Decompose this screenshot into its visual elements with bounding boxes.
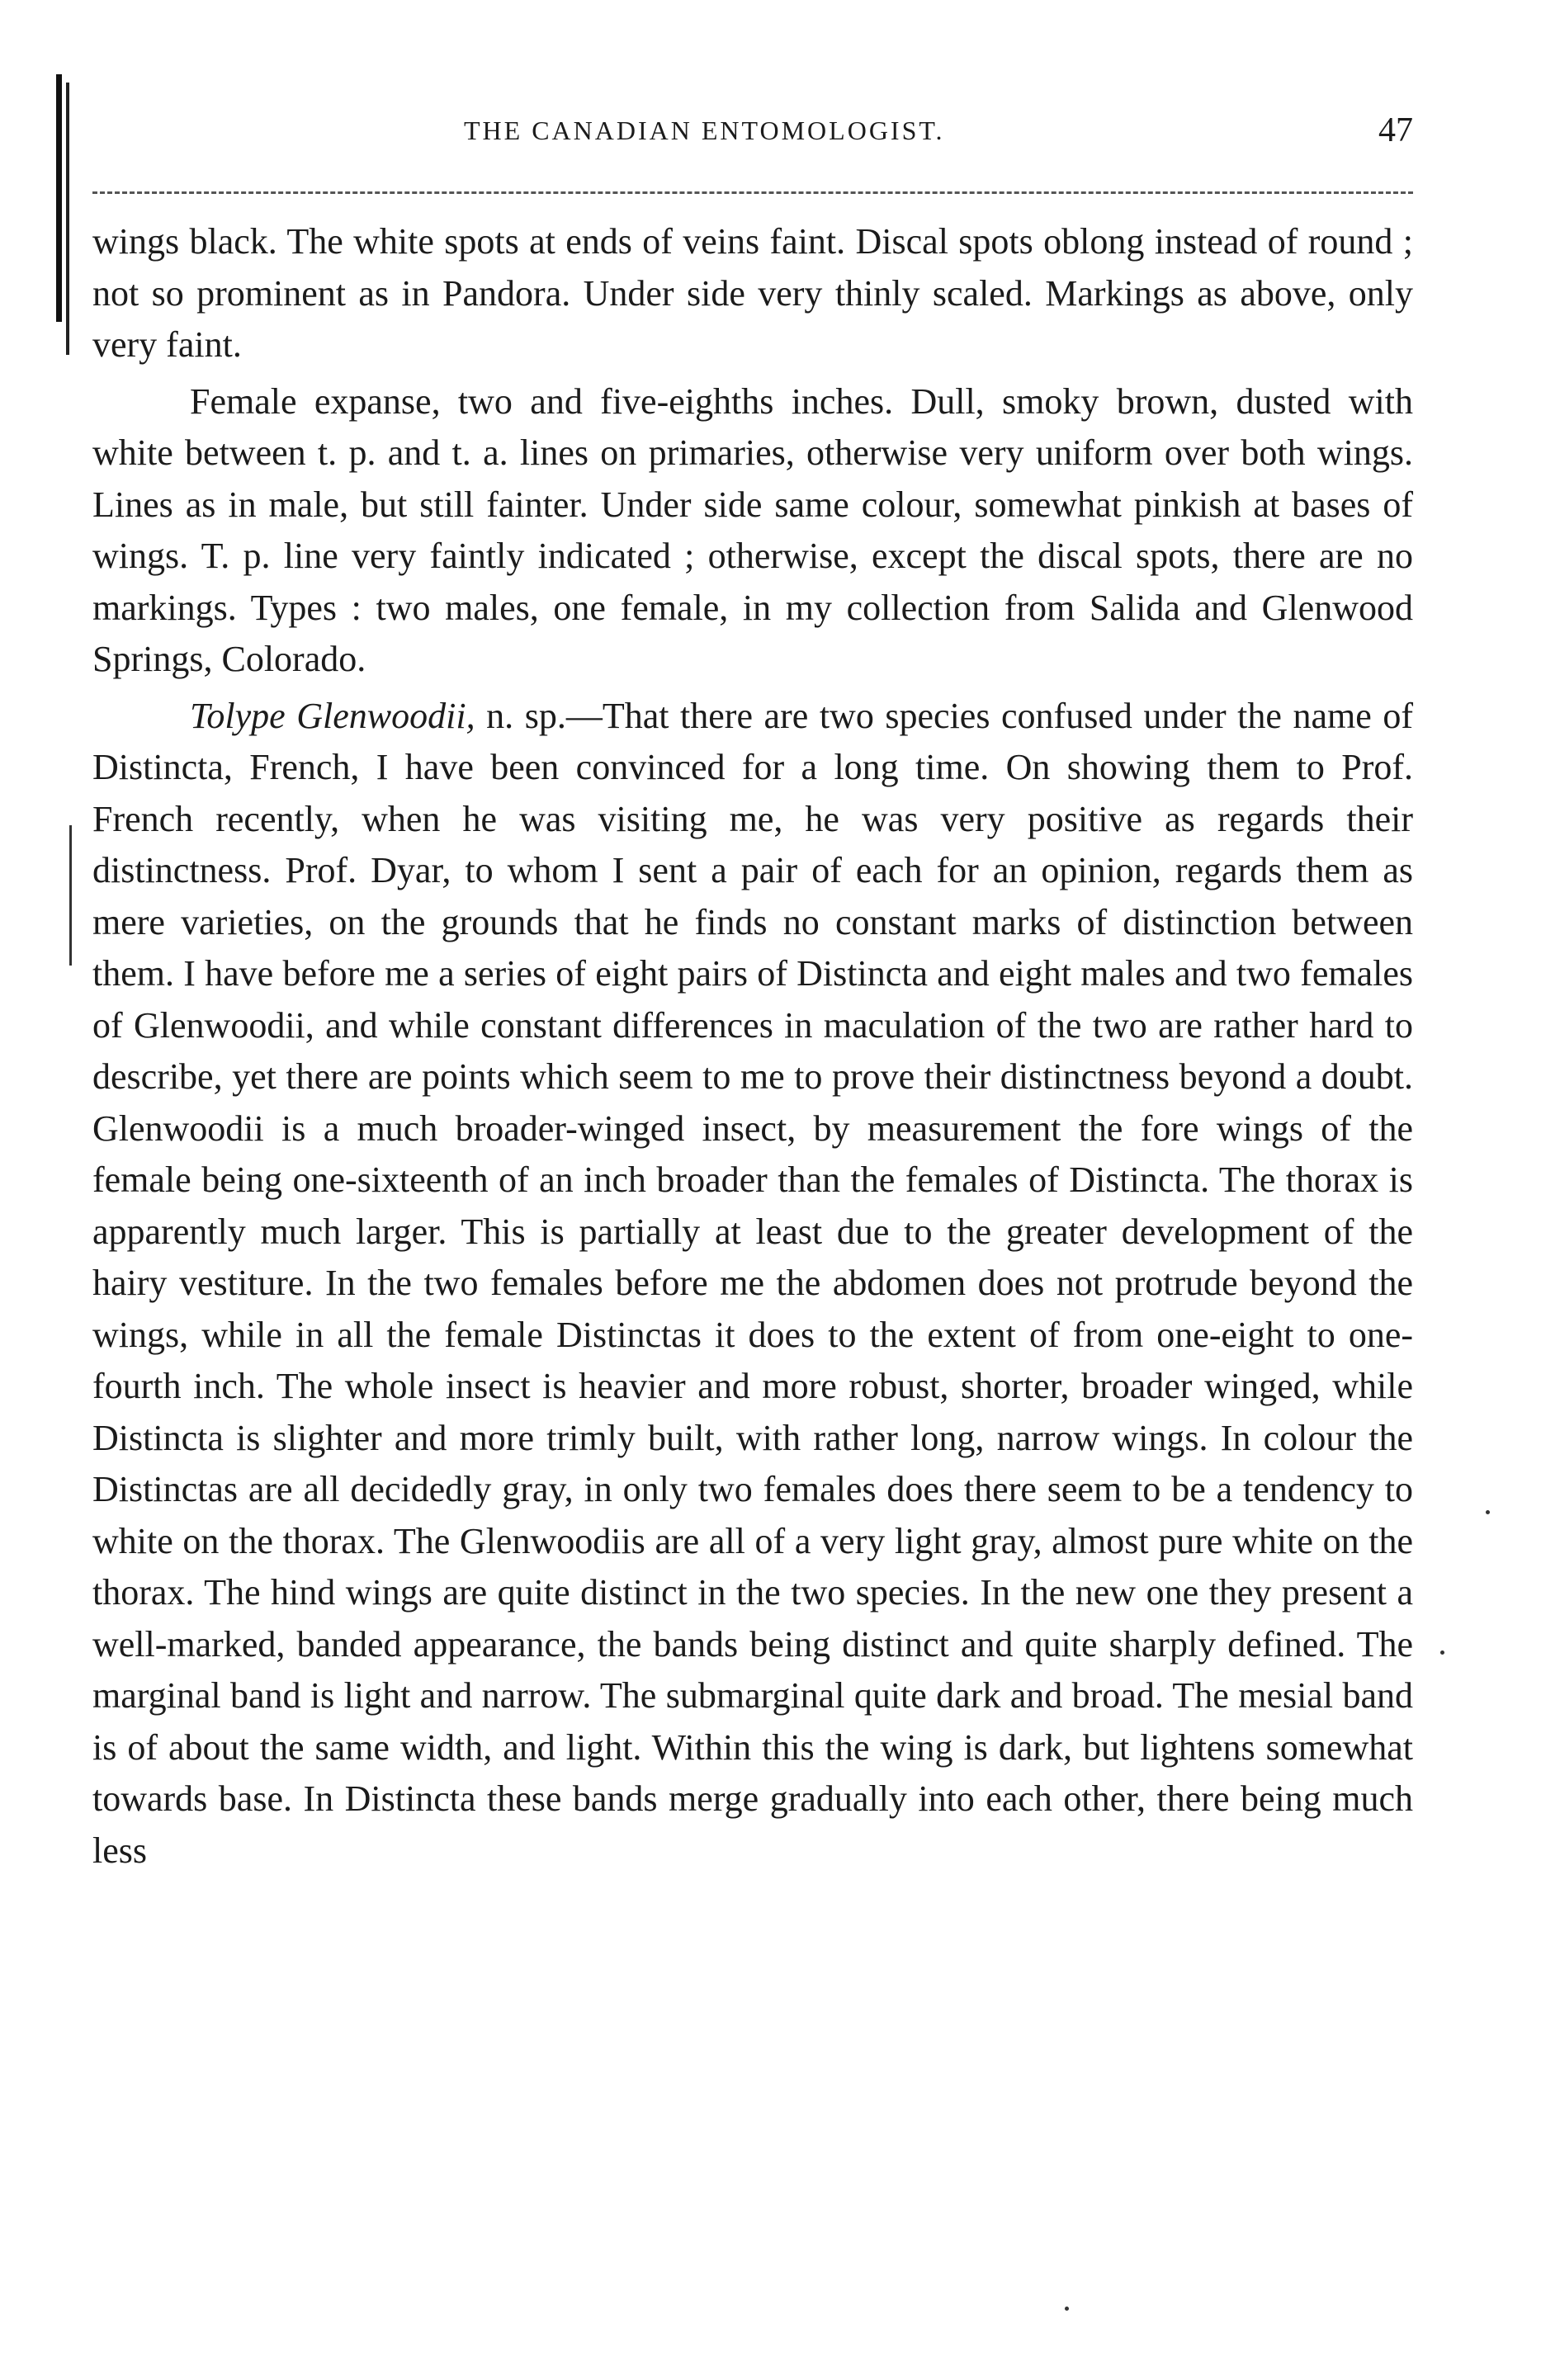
article-body [92, 216, 1413, 1877]
journal-title: THE CANADIAN ENTOMOLOGIST. [464, 116, 945, 145]
page-number: 47 [1378, 111, 1413, 149]
binding-edge-mark [56, 74, 62, 322]
running-head [92, 111, 1413, 165]
header-rule [92, 191, 1413, 194]
paragraph: wings black. The white spots at ends of veins faint. Discal spots oblong instead of round ; not so prominent as in Pandora. Under side very thinly scaled. Markings as above, only very faint. [92, 221, 1413, 365]
binding-edge-mark [69, 825, 72, 966]
paragraph: Female expanse, two and five-eighths inches. Dull, smoky brown, dusted with white between t. p. and t. a. lines on primaries, otherwise very uniform over both wings. Lines as in male, but still fainter. Under side same colour, somewhat pinkish at bases of wings. T. p. line very faintly indicated ; otherwise, except the discal spots, there are no markings. Types : two males, one female, in my collection from Salida and Glenwood Springs, Colorado. [92, 380, 1413, 679]
paragraph [92, 691, 1413, 1877]
scan-speck [1065, 2307, 1069, 2311]
species-name: Tolype Glenwoodii, [190, 695, 475, 736]
scan-speck [1486, 1510, 1490, 1514]
paragraph-text: n. sp.—That there are two species confused under the name of Distincta, French, I have been convinced for a long time. On showing them to Prof. French recently, when he was visiting me, he was very positive as regards their distinctness. Prof. Dyar, to whom I sent a pair of each for an opinion, regards them as mere varieties, on the grounds that he finds no constant marks of distinction between them. I have before me a series of eight pairs of Distincta and eight males and two females of Glenwoodii, and while constant differences in maculation of the two are rather hard to describe, yet there are points which seem to me to prove their distinctness beyond a doubt. Glenwoodii is a much broader-winged insect, by measurement the fore wings of the female being one-sixteenth of an inch broader than the females of Distincta. The thorax is apparently much larger. This is partially at least due to the greater development of the hairy vestiture. In the two females before me the abdomen does not protrude beyond the wings, while in all the female Distinctas it does to the extent of from one-eight to one-fourth inch. The whole insect is heavier and more robust, shorter, broader winged, while Distincta is slighter and more trimly built, with rather long, narrow wings. In colour the Distinctas are all decidedly gray, in only two females does there seem to be a tendency to white on the thorax. The Glenwoodiis are all of a very light gray, almost pure white on the thorax. The hind wings are quite distinct in the two species. In the new one they present a well-marked, banded appearance, the bands being distinct and quite sharply defined. The marginal band is light and narrow. The submarginal quite dark and broad. The mesial band is of about the same width, and light. Within this the wing is dark, but lightens somewhat towards base. In Distincta these bands merge gradually into each other, there being much less [92, 695, 1413, 1871]
binding-edge-mark [66, 83, 69, 355]
scan-speck [1440, 1650, 1444, 1655]
